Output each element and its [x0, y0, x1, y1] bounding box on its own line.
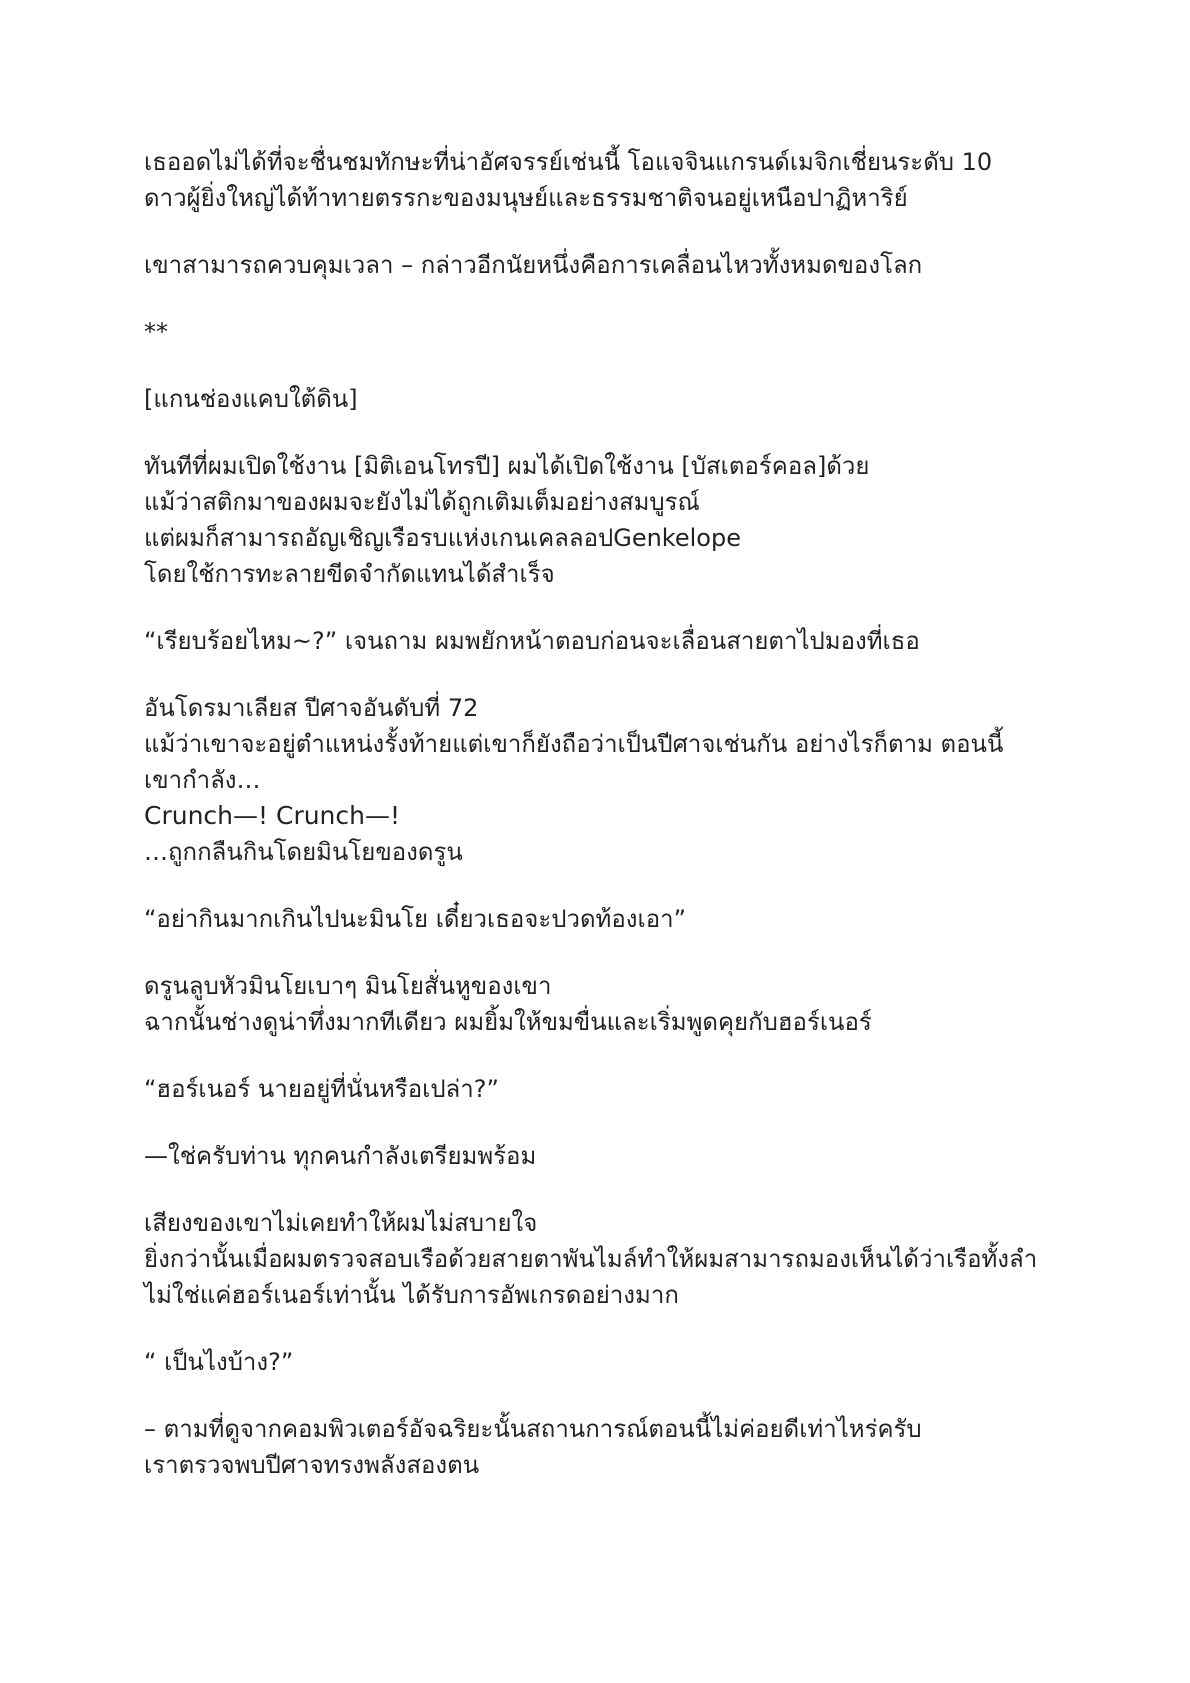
text-line: แต่ผมก็สามารถอัญเชิญเรือรบแห่งเกนเคลลอปGenkelope: [144, 524, 741, 552]
text-line: เธออดไม่ได้ที่จะชื่นชมทักษะที่น่าอัศจรรย์เช่นนี้ โอแจจินแกรนด์เมจิกเชี่ยนระดับ 10: [144, 148, 993, 176]
paragraph: [144, 381, 1064, 417]
text-line: ไม่ใช่แค่ฮอร์เนอร์เท่านั้น ได้รับการอัพเกรดอย่างมาก: [144, 1281, 679, 1309]
dialogue-line: “เรียบร้อยไหม~?” เจนถาม ผมพยักหน้าตอบก่อนจะเลื่อนสายตาไปมองที่เธอ: [144, 627, 920, 655]
paragraph: [144, 247, 1064, 283]
paragraph: [144, 144, 1064, 216]
paragraph: [144, 623, 1064, 659]
sound-effect-line: Crunch—! Crunch—!: [144, 801, 401, 830]
paragraph: [144, 1344, 1064, 1380]
paragraph: [144, 690, 1064, 870]
text-line: ยิ่งกว่านั้นเมื่อผมตรวจสอบเรือด้วยสายตาพันไมล์ทำให้ผมสามารถมองเห็นได้ว่าเรือทั้งลำ: [144, 1245, 1038, 1273]
paragraph: [144, 1138, 1064, 1174]
text-line: อันโดรมาเลียส ปีศาจอันดับที่ 72: [144, 694, 479, 722]
scene-break-marker: **: [144, 318, 168, 346]
dialogue-line: – ตามที่ดูจากคอมพิวเตอร์อัจฉริยะนั้นสถานการณ์ตอนนี้ไม่ค่อยดีเท่าไหร่ครับ: [144, 1415, 922, 1443]
text-line: แม้ว่าเขาจะอยู่ตำแหน่งรั้งท้ายแต่เขาก็ยังถือว่าเป็นปีศาจเช่นกัน อย่างไรก็ตาม ตอนนี้: [144, 730, 1004, 758]
text-line: แม้ว่าสติกมาของผมจะยังไม่ได้ถูกเติมเต็มอย่างสมบูรณ์: [144, 488, 700, 516]
document-body: [144, 144, 1064, 1514]
text-line: เขากำลัง…: [144, 766, 261, 794]
text-line: เราตรวจพบปีศาจทรงพลังสองตน: [144, 1451, 480, 1479]
dialogue-line: “อย่ากินมากเกินไปนะมินโย เดี๋ยวเธอจะปวดท้องเอา”: [144, 905, 687, 933]
paragraph: [144, 968, 1064, 1040]
scene-break: [144, 314, 1064, 350]
dialogue-line: “ฮอร์เนอร์ นายอยู่ที่นั่นหรือเปล่า?”: [144, 1075, 499, 1103]
text-line: เสียงของเขาไม่เคยทำให้ผมไม่สบายใจ: [144, 1209, 538, 1237]
location-heading: [แกนช่องแคบใต้ดิน]: [144, 385, 358, 413]
text-line: โดยใช้การทะลายขีดจำกัดแทนได้สำเร็จ: [144, 560, 555, 588]
text-line: ฉากนั้นช่างดูน่าทึ่งมากทีเดียว ผมยิ้มให้ขมขื่นและเริ่มพูดคุยกับฮอร์เนอร์: [144, 1008, 872, 1036]
paragraph: [144, 901, 1064, 937]
dialogue-line: —ใช่ครับท่าน ทุกคนกำลังเตรียมพร้อม: [144, 1142, 537, 1170]
text-line: ดรูนลูบหัวมินโยเบาๆ มินโยสั่นหูของเขา: [144, 972, 552, 1000]
paragraph: [144, 1205, 1064, 1313]
text-line: เขาสามารถควบคุมเวลา – กล่าวอีกนัยหนึ่งคือการเคลื่อนไหวทั้งหมดของโลก: [144, 251, 923, 279]
text-line: ดาวผู้ยิ่งใหญ่ได้ท้าทายตรรกะของมนุษย์และธรรมชาติจนอยู่เหนือปาฏิหาริย์: [144, 184, 908, 212]
paragraph: [144, 1411, 1064, 1483]
paragraph: [144, 1071, 1064, 1107]
dialogue-line: “ เป็นไงบ้าง?”: [144, 1348, 294, 1376]
text-line: ทันทีที่ผมเปิดใช้งาน [มิติเอนโทรปี] ผมได้เปิดใช้งาน [บัสเตอร์คอล]ด้วย: [144, 452, 870, 480]
text-line: …ถูกกลืนกินโดยมินโยของดรูน: [144, 838, 463, 866]
paragraph: [144, 448, 1064, 592]
